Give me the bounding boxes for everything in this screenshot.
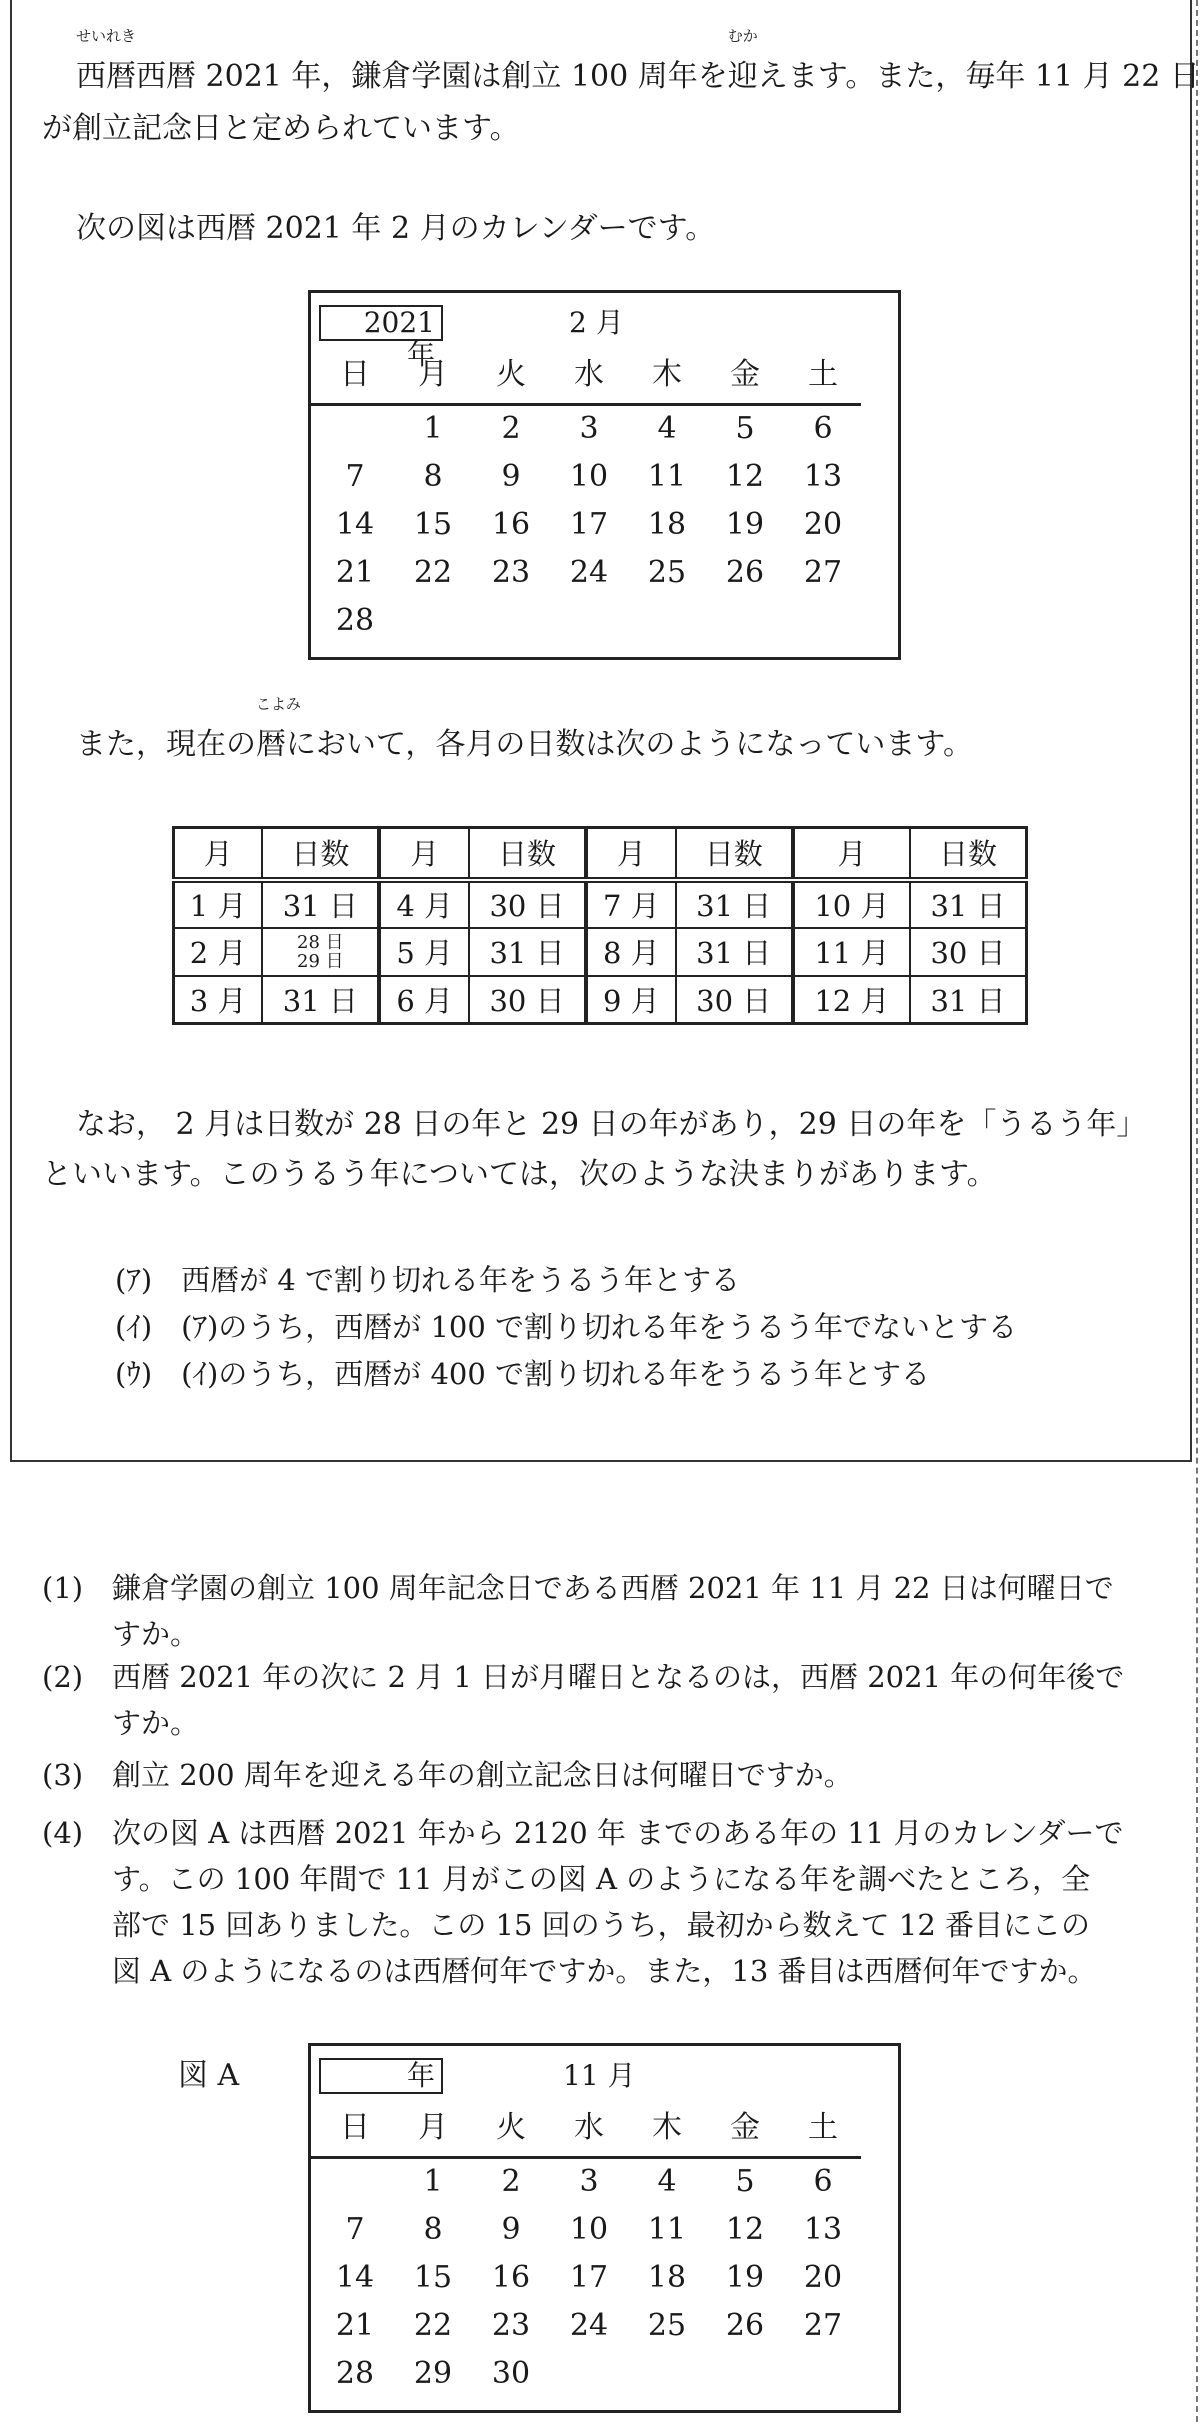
calendar-day: 5 bbox=[735, 411, 755, 446]
calendar-weekday: 月 bbox=[418, 357, 448, 392]
calendar-day: 2 bbox=[501, 411, 521, 446]
calendar-weekday: 土 bbox=[808, 2110, 838, 2145]
calendar-weekday: 土 bbox=[808, 357, 838, 392]
question-2 bbox=[42, 1654, 1162, 1750]
table-row bbox=[174, 880, 1027, 928]
calendar-day: 26 bbox=[725, 2308, 765, 2343]
ruby-seireki: せいれき 西暦 bbox=[76, 27, 137, 94]
cut-line bbox=[1196, 0, 1198, 2422]
leap-text-line-1: なお， 2 月は日数が 28 日の年と 29 日の年があり，29 日の年を「うるう年」 bbox=[76, 1107, 1147, 1142]
table-header-cell: 月 bbox=[174, 828, 263, 880]
calendar-day: 23 bbox=[491, 2308, 531, 2343]
calendar-day: 28 bbox=[335, 603, 375, 638]
calendar-weekday: 木 bbox=[652, 2110, 682, 2145]
calendar-day: 29 bbox=[413, 2356, 453, 2391]
feb-days-29: 29 日 bbox=[297, 950, 344, 972]
question-3 bbox=[42, 1752, 1162, 1802]
table-cell: 4 月 bbox=[379, 880, 469, 928]
table-header-cell: 月 bbox=[793, 828, 910, 880]
ruby-mukae: むか 迎 bbox=[727, 27, 758, 94]
question-text: 西暦 2021 年の次に 2 月 1 日が月曜日となるのは，西暦 2021 年の何年後で すか。 bbox=[112, 1660, 1125, 1740]
calendar-day: 22 bbox=[413, 2308, 453, 2343]
calendar-weekday: 月 bbox=[418, 2110, 448, 2145]
calendar-day: 17 bbox=[569, 2260, 609, 2295]
calendar-weekday: 金 bbox=[730, 357, 760, 392]
intro-line-1: せいれき 西暦西暦 2021 年，鎌倉学園は創立 100 周年を むか 迎えます。また，毎年 11 月 22 日 bbox=[76, 52, 1200, 102]
table-cell: 10 月 bbox=[793, 880, 910, 928]
calendar-day: 6 bbox=[813, 2164, 833, 2199]
feb-days-28: 28 日 bbox=[297, 931, 344, 953]
calendar-day: 14 bbox=[335, 2260, 375, 2295]
calendar-header-rule bbox=[311, 403, 861, 406]
calendar-day: 26 bbox=[725, 555, 765, 590]
table-header-cell: 日数 bbox=[910, 828, 1027, 880]
rule-c: (ｳ) (ｲ)のうち，西暦が 400 で割り切れる年をうるう年とする bbox=[115, 1357, 931, 1391]
calendar-month: 11 月 bbox=[563, 2059, 636, 2092]
calendar-weekday: 日 bbox=[340, 2110, 370, 2145]
table-header-cell: 日数 bbox=[469, 828, 586, 880]
table-cell: 31 日 bbox=[469, 928, 586, 976]
calendar-day: 23 bbox=[491, 555, 531, 590]
calendar-day: 21 bbox=[335, 2308, 375, 2343]
figure-a-calendar bbox=[308, 2043, 901, 2413]
feb-days-stack bbox=[297, 933, 344, 971]
calendar-day: 7 bbox=[345, 459, 365, 494]
calendar-day: 11 bbox=[647, 2212, 687, 2247]
calendar-day: 16 bbox=[491, 2260, 531, 2295]
question-text: 次の図 A は西暦 2021 年から 2120 年 までのある年の 11 月のカレンダーで す。この 100 年間で 11 月がこの図 A のようになる年を調べたところ，全 部で 15 回ありました。この 15 回のうち，最初から数えて 12 番目にこの 図 A のようになるのは西暦何年ですか。また，13 番目は西暦何年ですか。 bbox=[112, 1816, 1124, 1988]
calendar-day: 30 bbox=[491, 2356, 531, 2391]
calendar-day: 13 bbox=[803, 2212, 843, 2247]
calendar-day: 4 bbox=[657, 411, 677, 446]
month-intro: また，現在の こよみ 暦において，各月の日数は次のようになっています。 bbox=[76, 720, 973, 770]
intro-line-2: が創立記念日と定められています。 bbox=[42, 111, 520, 146]
calendar-weekday: 日 bbox=[340, 357, 370, 392]
table-cell: 11 月 bbox=[793, 928, 910, 976]
table-cell: 5 月 bbox=[379, 928, 469, 976]
table-cell: 31 日 bbox=[262, 880, 379, 928]
question-number: (4) bbox=[42, 1816, 84, 1850]
calendar-year-box: 2021 年 bbox=[319, 305, 443, 341]
table-cell: 30 日 bbox=[469, 880, 586, 928]
calendar-day: 19 bbox=[725, 2260, 765, 2295]
table-cell: 31 日 bbox=[262, 976, 379, 1024]
calendar-day: 27 bbox=[803, 2308, 843, 2343]
calendar-day: 10 bbox=[569, 2212, 609, 2247]
table-cell: 30 日 bbox=[469, 976, 586, 1024]
calendar-day: 19 bbox=[725, 507, 765, 542]
table-cell: 1 月 bbox=[174, 880, 263, 928]
calendar-day: 10 bbox=[569, 459, 609, 494]
table-cell: 31 日 bbox=[910, 976, 1027, 1024]
calendar-month: 2 月 bbox=[569, 306, 624, 339]
calendar-day: 1 bbox=[423, 2164, 443, 2199]
calendar-day: 6 bbox=[813, 411, 833, 446]
month-days-table bbox=[172, 826, 1028, 1025]
question-text: 鎌倉学園の創立 100 周年記念日である西暦 2021 年 11 月 22 日は何曜日で すか。 bbox=[112, 1571, 1114, 1651]
figure-a-label: 図 A bbox=[178, 2058, 240, 2093]
calendar-day: 7 bbox=[345, 2212, 365, 2247]
table-header-cell: 日数 bbox=[676, 828, 793, 880]
table-header-cell: 月 bbox=[379, 828, 469, 880]
table-cell: 30 日 bbox=[676, 976, 793, 1024]
table-cell: 8 月 bbox=[586, 928, 676, 976]
calendar-day: 16 bbox=[491, 507, 531, 542]
question-1 bbox=[42, 1565, 1162, 1661]
calendar-day: 12 bbox=[725, 2212, 765, 2247]
calendar-day: 8 bbox=[423, 2212, 443, 2247]
table-cell: 31 日 bbox=[676, 928, 793, 976]
calendar-day: 15 bbox=[413, 507, 453, 542]
calendar-header-rule bbox=[311, 2156, 861, 2159]
calendar-day: 9 bbox=[501, 459, 521, 494]
table-cell: 12 月 bbox=[793, 976, 910, 1024]
calendar-weekday: 金 bbox=[730, 2110, 760, 2145]
calendar-day: 13 bbox=[803, 459, 843, 494]
calendar-day: 24 bbox=[569, 555, 609, 590]
calendar-day: 21 bbox=[335, 555, 375, 590]
calendar-day: 27 bbox=[803, 555, 843, 590]
calendar-weekday: 火 bbox=[496, 357, 526, 392]
calendar-day: 3 bbox=[579, 2164, 599, 2199]
rule-b: (ｲ) (ｱ)のうち，西暦が 100 で割り切れる年をうるう年でないとする bbox=[115, 1310, 1018, 1344]
calendar-day: 20 bbox=[803, 507, 843, 542]
question-text: 創立 200 周年を迎える年の創立記念日は何曜日ですか。 bbox=[112, 1758, 853, 1792]
leap-text-line-2: といいます。このうるう年については，次のような決まりがあります。 bbox=[42, 1157, 997, 1192]
table-cell: 7 月 bbox=[586, 880, 676, 928]
calendar-day: 12 bbox=[725, 459, 765, 494]
calendar-day: 22 bbox=[413, 555, 453, 590]
question-4 bbox=[42, 1810, 1162, 2010]
february-calendar bbox=[308, 290, 901, 660]
calendar-day: 2 bbox=[501, 2164, 521, 2199]
question-number: (1) bbox=[42, 1571, 84, 1605]
table-row bbox=[174, 976, 1027, 1024]
intro-line-3: 次の図は西暦 2021 年 2 月のカレンダーです。 bbox=[76, 211, 716, 246]
calendar-day: 1 bbox=[423, 411, 443, 446]
table-cell: 2 月 bbox=[174, 928, 263, 976]
table-header-cell: 月 bbox=[586, 828, 676, 880]
table-cell: 30 日 bbox=[910, 928, 1027, 976]
calendar-day: 20 bbox=[803, 2260, 843, 2295]
table-cell: 31 日 bbox=[676, 880, 793, 928]
rule-a: (ｱ) 西暦が 4 で割り切れる年をうるう年とする bbox=[115, 1263, 741, 1297]
calendar-day: 25 bbox=[647, 555, 687, 590]
calendar-day: 5 bbox=[735, 2164, 755, 2199]
table-cell: 6 月 bbox=[379, 976, 469, 1024]
calendar-day: 14 bbox=[335, 507, 375, 542]
table-header-row bbox=[174, 828, 1027, 880]
ruby-koyomi: こよみ 暦 bbox=[256, 695, 302, 762]
table-cell: 31 日 bbox=[910, 880, 1027, 928]
calendar-weekday: 火 bbox=[496, 2110, 526, 2145]
calendar-weekday: 木 bbox=[652, 357, 682, 392]
calendar-day: 24 bbox=[569, 2308, 609, 2343]
calendar-day: 9 bbox=[501, 2212, 521, 2247]
calendar-day: 15 bbox=[413, 2260, 453, 2295]
table-cell-feb-days bbox=[262, 928, 379, 976]
calendar-day: 11 bbox=[647, 459, 687, 494]
table-cell: 9 月 bbox=[586, 976, 676, 1024]
calendar-weekday: 水 bbox=[574, 357, 604, 392]
calendar-year-box: 年 bbox=[319, 2058, 443, 2094]
calendar-day: 17 bbox=[569, 507, 609, 542]
question-number: (3) bbox=[42, 1758, 84, 1792]
calendar-weekday: 水 bbox=[574, 2110, 604, 2145]
calendar-day: 4 bbox=[657, 2164, 677, 2199]
table-cell: 3 月 bbox=[174, 976, 263, 1024]
calendar-day: 3 bbox=[579, 411, 599, 446]
question-number: (2) bbox=[42, 1660, 84, 1694]
calendar-day: 25 bbox=[647, 2308, 687, 2343]
calendar-day: 18 bbox=[647, 2260, 687, 2295]
calendar-day: 28 bbox=[335, 2356, 375, 2391]
table-header-cell: 日数 bbox=[262, 828, 379, 880]
table-row bbox=[174, 928, 1027, 976]
calendar-day: 8 bbox=[423, 459, 443, 494]
calendar-day: 18 bbox=[647, 507, 687, 542]
